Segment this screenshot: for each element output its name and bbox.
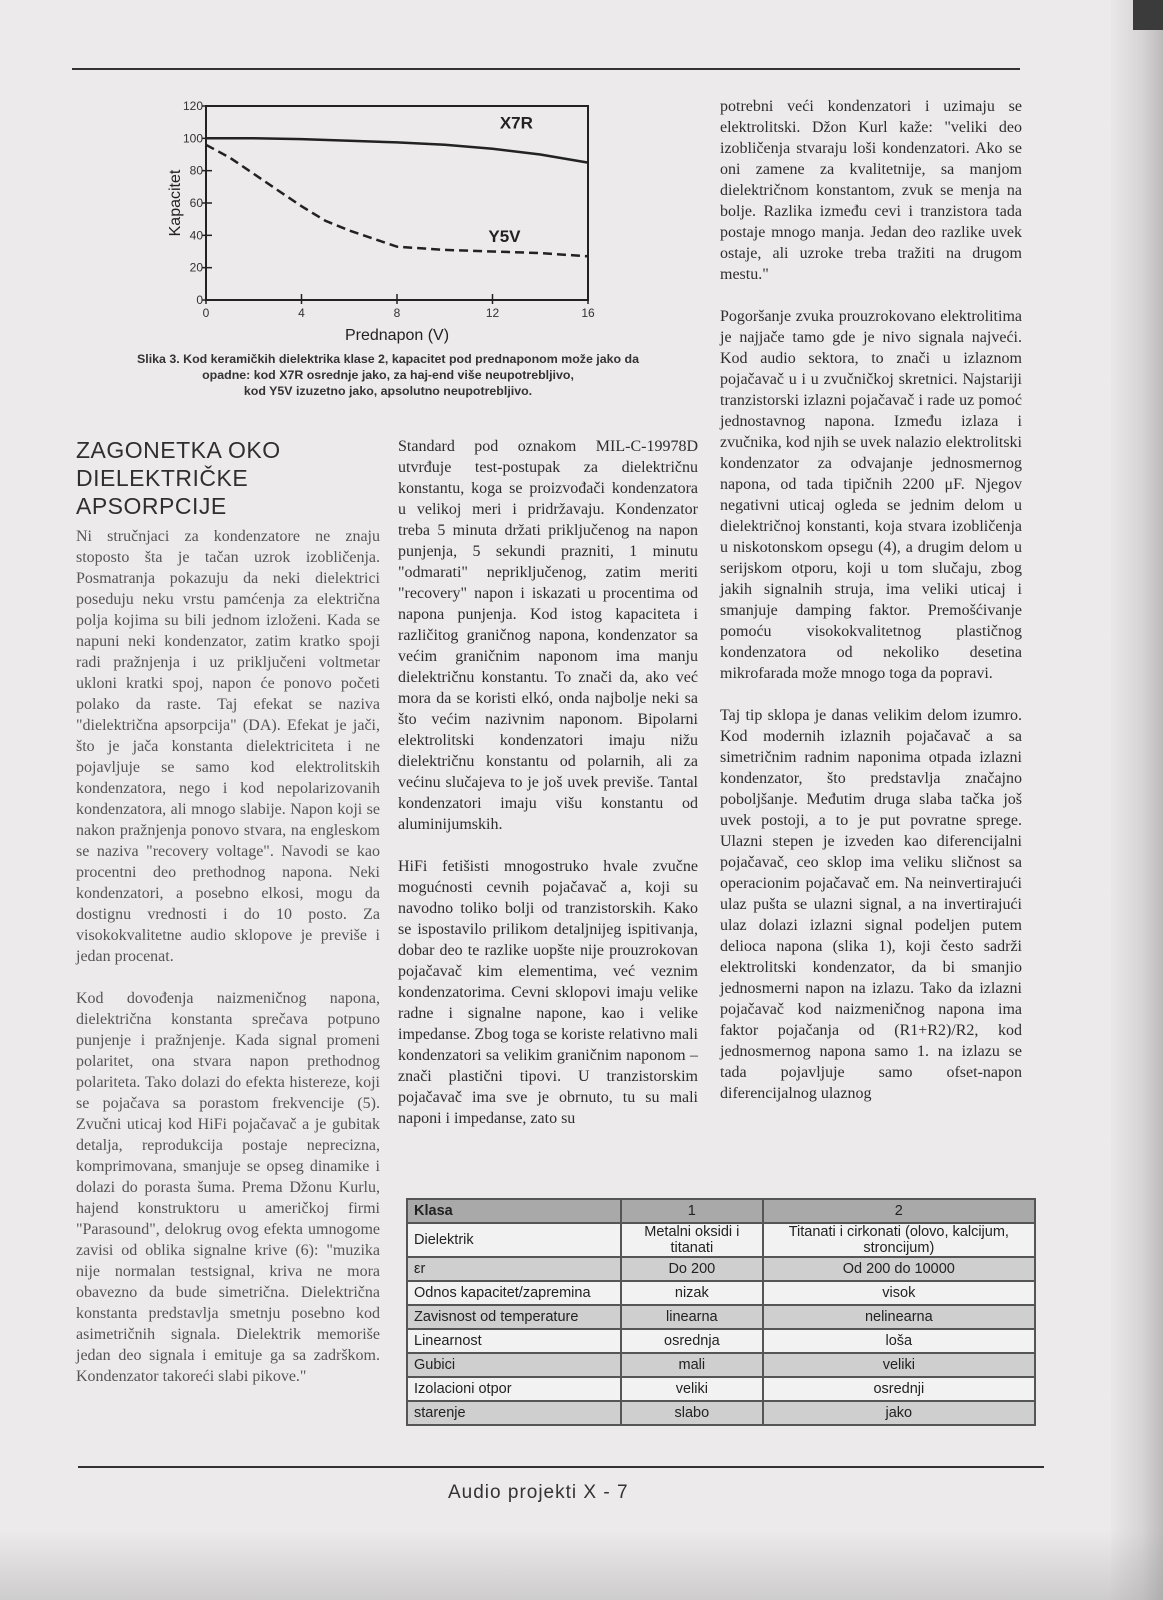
x-tick-label: 8 <box>393 306 401 320</box>
section-heading <box>76 436 380 520</box>
series-line-y5v <box>206 145 588 256</box>
page-footer: Audio projekti X - 7 <box>448 1482 629 1503</box>
table-row <box>407 1305 1035 1329</box>
series-label-y5v: Y5V <box>488 226 521 246</box>
y-tick-label: 20 <box>189 260 203 275</box>
table-cell: Titanati i cirkonati (olovo, kalcijum, stroncijum) <box>763 1223 1035 1257</box>
table-cell: veliki <box>763 1353 1035 1377</box>
table-cell: osrednja <box>621 1329 763 1353</box>
table-header-cell: Klasa <box>407 1199 621 1223</box>
table-cell: linearna <box>621 1305 763 1329</box>
table-cell: nelinearna <box>763 1305 1035 1329</box>
table-cell: slabo <box>621 1401 763 1425</box>
table-cell: Metalni oksidi i titanati <box>621 1223 763 1257</box>
y-tick-label: 80 <box>189 163 203 178</box>
paragraph: Pogoršanje zvuka prouzrokovano elektrolitima je najjače tamo gde je nivo signala najveći. Kod audio sektora, to znači u izlaznom pojačavač u i u zvučničkoj skretnici. Najstariji tranzistorski izlazni pojačavač i rade uz pomoć jednostavnog napona. Između izlaza i zvučnika, kod njih se uvek nalazio elektrolitski kondenzator za odvajanje jednosmernog napona, od tada tipičnih 2200 μF. Njegov negativni uticaj ogleda se jednim delom u dielektričnoj konstanti, koja stvara izobličenja u niskotonskom opsegu (4), a drugim delom u serijskom otporu, koji u tom slučaju, zbog jakih signalnih struja, ima veliki uticaj i smanjuje damping faktor. Premošćivanje pomoću visokokvalitetnog plastičnog kondenzatora od nekoliko desetina mikrofarada može mnogo toga da popravi. <box>720 308 1022 682</box>
caption-line-2: opadne: kod X7R osrednje jako, za haj-end više neupotrebljivo, <box>202 368 574 382</box>
table-cell: osrednji <box>763 1377 1035 1401</box>
figure-caption <box>68 351 708 399</box>
paragraph: Taj tip sklopa je danas velikim delom izumro. Kod modernih izlaznih pojačavač a sa simetričnim radnim naponima otpada izlazni kondenzator, što predstavlja značajno poboljšanje. Međutim druga slaba tačka još uvek postoji, a to je put povratne sprege. Ulazni stepen je izveden kao diferencijalni pojačavač, ceo sklop ima veliku sličnost sa operacionim pojačavač em. Na neinvertirajući ulaz pušta se ulazni signal, a na invertirajući ulaz dolazi izlazni signal podeljen putem delioca napona (slika 1), koji često sadrži elektrolitski kondenzator, da bi smanjio jednosmerni napon na izlazu. Tako da izlazni pojačavač kod naizmeničnog napona ima faktor pojačanja od (R1+R2)/R2, kod jednosmernog napona samo 1. na izlazu se tada pojavljuje samo ofset-napon diferencijalnog ulaznog <box>720 707 1022 1102</box>
column-3 <box>720 96 1022 1125</box>
paragraph: potrebni veći kondenzatori i uzimaju se elektrolitski. Džon Kurl kaže: "veliki deo izobličenja stvaraju loši kondenzatori. Ako se oni zamene za kvalitetnije, sa manjom dielektričnom konstantom, zvuk se menja na bolje. Razlika između cevi i tranzistora tada postaje mnogo manja. Jedan deo razlike uvek ostaje, ali uzroke treba tražiti na drugom mestu." <box>720 98 1022 283</box>
table-row <box>407 1329 1035 1353</box>
column-2 <box>398 436 698 1150</box>
x-tick-label: 12 <box>485 306 500 320</box>
table-cell: Od 200 do 10000 <box>763 1257 1035 1281</box>
table-header-cell: 1 <box>621 1199 763 1223</box>
table-row <box>407 1353 1035 1377</box>
capacitance-chart <box>150 92 630 348</box>
table-cell: Zavisnost od temperature <box>407 1305 621 1329</box>
paragraph: Ni stručnjaci za kondenzatore ne znaju stoposto šta je tačan uzrok izobličenja. Posmatranja pokazuju da neki dielektrici poseduju neku vrstu pamćenja za električna polja kojima su bili jednom izloženi. Kada se napuni neki kondenzator, zatim kratko spoji radi pražnjenja i uz priključeni voltmetar ukloni kratki spoj, napon će ponovo početi polako da raste. Taj efekat se naziva "dielektrična apsorpcija" (DA). Efekat je jači, što je jača konstanta dielektriciteta i ne pojavljuje se samo kod elektrolitskih kondenzatora, nego i kod nepolarizovanih kondenzatora, ali mnogo slabije. Napon koji se nakon pražnjenja ponovo stvara, na engleskom se naziva "recovery voltage". Navodi se kao procentni deo prethodnog napona. Neki kondenzatori, a posebno elkosi, mogu da dostignu vrednosti i do 10 posto. Za visokokvalitetne audio sklopove je previše i jedan procenat. <box>76 528 380 965</box>
y-tick-label: 40 <box>189 228 203 243</box>
heading-line-1: ZAGONETKA OKO <box>76 437 281 463</box>
table-cell: Odnos kapacitet/zapremina <box>407 1281 621 1305</box>
table-row <box>407 1401 1035 1425</box>
paragraph: HiFi fetišisti mnogostruko hvale zvučne mogućnosti cevnih pojačavač a, koji su navodno toliko bolji od tranzistorskih. Kako se ispostavilo prilikom detaljnijeg ispitivanja, dobar deo te razlike uopšte nije prouzrokovan pojačavač kim elementima, već veznim kondenzatorima. Cevni sklopovi imaju velike radne i signalne napone, kao i velike impedanse. Zbog toga se koriste relativno mali kondenzatori sa velikim graničnim naponom – znači plastični tipovi. U tranzistorskim pojačavač ima sve je obrnuto, tu su mali naponi i impedanse, zato su <box>398 858 698 1127</box>
x-tick-label: 16 <box>581 306 595 320</box>
y-tick-label: 0 <box>196 293 203 307</box>
scan-corner <box>1133 0 1163 30</box>
y-tick-label: 100 <box>182 131 203 146</box>
table-cell: loša <box>763 1329 1035 1353</box>
x-tick-label: 0 <box>202 306 210 320</box>
table-cell: veliki <box>621 1377 763 1401</box>
bottom-rule <box>78 1466 1044 1468</box>
y-tick-label: 120 <box>182 99 203 113</box>
y-tick-label: 60 <box>189 196 203 210</box>
table-header-cell: 2 <box>763 1199 1035 1223</box>
table-row <box>407 1257 1035 1281</box>
heading-line-2: DIELEKTRIČKE APSORPCIJE <box>76 465 249 519</box>
table-cell: Do 200 <box>621 1257 763 1281</box>
table-cell: Dielektrik <box>407 1223 621 1257</box>
page-edge-shadow <box>1111 0 1163 1600</box>
table-cell: visok <box>763 1281 1035 1305</box>
table-cell: jako <box>763 1401 1035 1425</box>
top-rule <box>72 68 1020 70</box>
table-cell: Linearnost <box>407 1329 621 1353</box>
table-row <box>407 1281 1035 1305</box>
table-cell: mali <box>621 1353 763 1377</box>
table-cell: Gubici <box>407 1353 621 1377</box>
y-axis-label: Kapacitet <box>167 169 184 237</box>
x-axis-label: Prednapon (V) <box>344 327 450 344</box>
table-row <box>407 1377 1035 1401</box>
table-row <box>407 1223 1035 1257</box>
paragraph: Standard pod oznakom MIL-C-19978D utvrđuje test-postupak za dielektričnu konstantu, koga se proizvođači kondenzatora u velikoj meri i pridržavaju. Kondenzator treba 5 minuta držati priključenog na napon punjenja, 5 sekundi prazniti, 1 minutu "odmarati" nepriključenog, zatim meriti "recovery" napon i iskazati u procentima od napona punjenja. Kod istog kapaciteta i različitog graničnog napona, kondenzator sa većim graničnim naponom ima manju dielektričnu konstantu. To znači da, ako već mora da se koristi elkó, onda najbolje neki sa što većim nazivnim naponom. Bipolarni elektrolitski kondenzatori imaju nižu dielektričnu konstantu od polarnih, ali za većinu slučajeva to je još uvek previše. Tantal kondenzatori imaju višu konstantu od aluminijumskih. <box>398 438 698 833</box>
series-line-x7r <box>206 138 588 162</box>
page-bottom-shadow <box>0 1530 1163 1600</box>
column-1 <box>76 436 380 1408</box>
table-cell: starenje <box>407 1401 621 1425</box>
series-label-x7r: X7R <box>499 113 533 133</box>
table-cell: Izolacioni otpor <box>407 1377 621 1401</box>
plot-frame <box>206 106 588 300</box>
caption-line-3: kod Y5V izuzetno jako, apsolutno neupotrebljivo. <box>243 384 533 398</box>
table-cell: nizak <box>621 1281 763 1305</box>
paragraph: Kod dovođenja naizmeničnog napona, dielektrična konstanta sprečava potpuno punjenje i pražnjenje. Kada signal promeni polaritet, ona stvara napon prethodnog polariteta. Tako dolazi do efekta histereze, koji se pojačava sa porastom frekvencije (5). Zvučni uticaj kod HiFi pojačavač a je gubitak detalja, reprodukcija postaje neprecizna, komprimovana, smanjuje se opseg dinamike i dolazi do porasta šuma. Prema Džonu Kurlu, hajend konstruktoru u američkoj firmi "Parasound", delokrug ovog efekta umnogome zavisi od oblika signalne krive (6): "muzika nije normalan testsignal, kriva ne mora obavezno da bude simetrična. Dielektrična konstanta predstavlja smetnju posebno kod asimetričnih signala. Dielektrik memoriše jedan deo signala i emituje ga sa zadrškom. Kondenzator takoreći slabi pikove." <box>76 990 380 1385</box>
table-header-row <box>407 1199 1035 1223</box>
x-tick-label: 4 <box>298 306 305 320</box>
table-cell: εr <box>407 1257 621 1281</box>
dielectric-class-table <box>406 1198 1036 1426</box>
caption-line-1: Slika 3. Kod keramičkih dielektrika klase 2, kapacitet pod prednaponom može jako da <box>136 352 639 366</box>
